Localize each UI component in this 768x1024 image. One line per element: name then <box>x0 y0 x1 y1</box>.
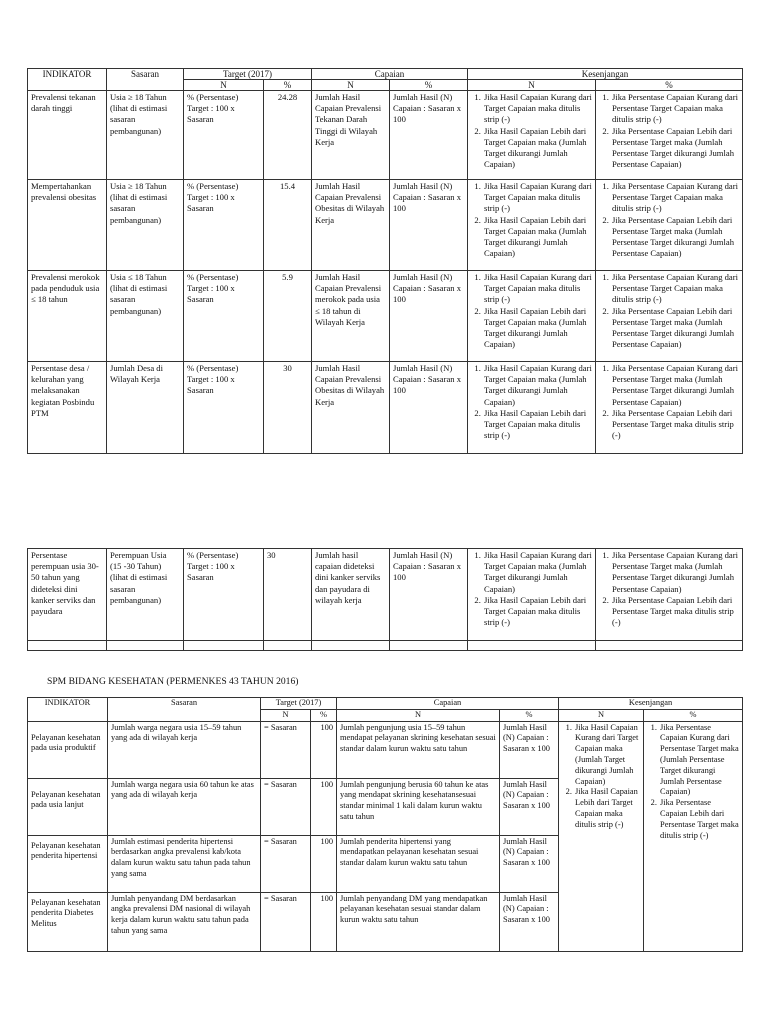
empty-cell <box>184 641 264 651</box>
indikator-text: Pelayanan kesehatan pada usia lanjut <box>31 789 101 810</box>
cell-target-pct: 24.28 <box>264 91 312 180</box>
spm-table <box>27 697 743 952</box>
list-item: 1. Jika Hasil Capaian Kurang dari Target Capaian maka (Jumlah Target dikurangi Jumlah Capaian) <box>483 363 592 408</box>
cell-capaian-n: Jumlah penyandang DM yang mendapatkan pelayanan kesehatan sesuai standar dalam kurun waktu satu tahun <box>337 892 500 951</box>
subheader-capaian-n: N <box>337 709 500 721</box>
cell-target-n: % (Persentase) Target : 100 x Sasaran <box>184 271 264 362</box>
list-item: 1. Jika Hasil Capaian Kurang dari Target Capaian maka ditulis strip (-) <box>483 272 592 306</box>
list-item: 1. Jika Hasil Capaian Kurang dari Target Capaian maka (Jumlah Target dikurangi Jumlah Capaian) <box>574 723 640 788</box>
table-header-row <box>28 698 743 710</box>
empty-cell <box>264 641 312 651</box>
cell-sasaran: Jumlah warga negara usia 15–59 tahun yang ada di wilayah kerja <box>108 721 261 778</box>
cell-target-n: % (Persentase) Target : 100 x Sasaran <box>184 91 264 180</box>
cell-gap-pct <box>596 91 743 180</box>
cell-indikator: Persentase desa / kelurahan yang melaksanakan kegiatan Posbindu PTM <box>28 362 107 454</box>
cell-gap-pct <box>596 271 743 362</box>
section-heading-spm: SPM BIDANG KESEHATAN (PERMENKES 43 TAHUN 2016) <box>47 676 299 687</box>
list-item: 1. Jika Hasil Capaian Kurang dari Target Capaian maka (Jumlah Target dikurangi Jumlah Capaian) <box>483 550 592 595</box>
cell-target-n: = Sasaran <box>261 721 311 778</box>
list-item: 1. Jika Persentase Capaian Kurang dari Persentase Target maka (Jumlah Persentase Target dikurangi Jumlah Persentase Capaian) <box>611 550 739 595</box>
cell-target-pct: 30 <box>264 549 312 641</box>
cell-gap-n <box>468 362 596 454</box>
list-item: 2. Jika Persentase Capaian Lebih dari Persentase Target maka (Jumlah Persentase Target dikurangi Jumlah Persentase Capaian) <box>611 126 739 171</box>
cell-indikator <box>28 835 108 892</box>
subheader-target-pct: % <box>264 80 312 91</box>
cell-target-n: = Sasaran <box>261 835 311 892</box>
table-row <box>28 362 743 454</box>
cell-gap-pct <box>596 549 743 641</box>
subheader-capaian-pct: % <box>390 80 468 91</box>
cell-gap-n <box>468 271 596 362</box>
table-row <box>28 91 743 180</box>
table-row <box>28 180 743 271</box>
table-header-row <box>28 69 743 80</box>
list-item: 2. Jika Hasil Capaian Lebih dari Target Capaian maka ditulis strip (-) <box>574 787 640 830</box>
list-item: 1. Jika Persentase Capaian Kurang dari Persentase Target Capaian maka ditulis strip (-) <box>611 272 739 306</box>
indikator-text: Pelayanan kesehatan penderita Diabetes Melitus <box>31 897 101 929</box>
cell-gap-pct <box>596 362 743 454</box>
cell-capaian-n: Jumlah Hasil Capaian Prevalensi Obesitas di Wilayah Kerja <box>312 180 390 271</box>
list-item: 1. Jika Hasil Capaian Kurang dari Target Capaian maka ditulis strip (-) <box>483 92 592 126</box>
cell-gap-pct <box>596 180 743 271</box>
cell-capaian-pct: Jumlah Hasil (N) Capaian : Sasaran x 100 <box>390 549 468 641</box>
cell-gap-n <box>468 549 596 641</box>
cell-target-pct: 5.9 <box>264 271 312 362</box>
cell-gap-pct <box>644 721 743 951</box>
cell-target-pct: 30 <box>264 362 312 454</box>
column-header-indikator: INDIKATOR <box>28 698 108 722</box>
list-item: 2. Jika Hasil Capaian Lebih dari Target Capaian maka (Jumlah Target dikurangi Jumlah Capaian) <box>483 306 592 351</box>
column-header-indikator: INDIKATOR <box>28 69 107 91</box>
cell-sasaran: Usia ≥ 18 Tahun (lihat di estimasi sasaran pembangunan) <box>107 91 184 180</box>
indicator-table-serviks <box>27 548 743 651</box>
indikator-text: Pelayanan kesehatan penderita hipertensi <box>31 840 101 861</box>
indicator-table-ptm <box>27 68 743 454</box>
column-header-sasaran: Sasaran <box>107 69 184 91</box>
list-item: 2. Jika Hasil Capaian Lebih dari Target Capaian maka (Jumlah Target dikurangi Jumlah Capaian) <box>483 215 592 260</box>
column-header-target: Target (2017) <box>261 698 337 710</box>
list-item: 2. Jika Persentase Capaian Lebih dari Persentase Target maka ditulis strip (-) <box>611 408 739 442</box>
cell-capaian-n: Jumlah Hasil Capaian Prevalensi merokok pada usia ≤ 18 tahun di Wilayah Kerja <box>312 271 390 362</box>
cell-indikator <box>28 778 108 835</box>
empty-cell <box>28 641 107 651</box>
column-header-kesenjangan: Kesenjangan <box>468 69 743 80</box>
cell-capaian-n: Jumlah penderita hipertensi yang mendapatkan pelayanan kesehatan sesuai standar dalam kurun waktu satu tahun <box>337 835 500 892</box>
cell-capaian-pct: Jumlah Hasil (N) Capaian : Sasaran x 100 <box>390 362 468 454</box>
cell-sasaran: Jumlah Desa di Wilayah Kerja <box>107 362 184 454</box>
cell-sasaran: Jumlah warga negara usia 60 tahun ke atas yang ada di wilayah kerja <box>108 778 261 835</box>
cell-indikator <box>28 721 108 778</box>
list-item: 2. Jika Persentase Capaian Lebih dari Persentase Target maka (Jumlah Persentase Target dikurangi Jumlah Persentase Capaian) <box>611 215 739 260</box>
cell-target-pct: 100 <box>311 835 337 892</box>
subheader-gap-pct: % <box>644 709 743 721</box>
subheader-capaian-pct: % <box>500 709 559 721</box>
indikator-text: Pelayanan kesehatan pada usia produktif <box>31 732 101 753</box>
subheader-target-n: N <box>184 80 264 91</box>
cell-capaian-pct: Jumlah Hasil (N) Capaian : Sasaran x 100 <box>500 721 559 778</box>
cell-indikator <box>28 892 108 951</box>
list-item: 1. Jika Persentase Capaian Kurang dari Persentase Target Capaian maka ditulis strip (-) <box>611 181 739 215</box>
column-header-target: Target (2017) <box>184 69 312 80</box>
table-row <box>28 549 743 641</box>
table-row <box>28 271 743 362</box>
cell-capaian-n: Jumlah pengunjung berusia 60 tahun ke atas yang mendapat skrining kesehatansesuai standar minimal 1 kali dalam kurun waktu satu tahun <box>337 778 500 835</box>
cell-target-pct: 15.4 <box>264 180 312 271</box>
empty-cell <box>312 641 390 651</box>
list-item: 2. Jika Hasil Capaian Lebih dari Target Capaian maka ditulis strip (-) <box>483 408 592 442</box>
column-header-capaian: Capaian <box>312 69 468 80</box>
cell-capaian-n: Jumlah Hasil Capaian Prevalensi Obesitas di Wilayah Kerja <box>312 362 390 454</box>
column-header-kesenjangan: Kesenjangan <box>559 698 743 710</box>
empty-cell <box>107 641 184 651</box>
list-item: 2. Jika Persentase Capaian Lebih dari Persentase Target maka (Jumlah Persentase Target dikurangi Jumlah Persentase Capaian) <box>611 306 739 351</box>
cell-target-pct: 100 <box>311 778 337 835</box>
cell-gap-n <box>468 91 596 180</box>
empty-cell <box>596 641 743 651</box>
cell-capaian-pct: Jumlah Hasil (N) Capaian : Sasaran x 100 <box>390 271 468 362</box>
list-item: 1. Jika Persentase Capaian Kurang dari Persentase Target maka (Jumlah Persentase Target dikurangi Jumlah Persentase Capaian) <box>611 363 739 408</box>
cell-sasaran: Usia ≤ 18 Tahun (lihat di estimasi sasaran pembangunan) <box>107 271 184 362</box>
list-item: 1. Jika Persentase Capaian Kurang dari Persentase Target maka (Jumlah Persentase Target dikurangi Jumlah Persentase Capaian) <box>659 723 739 799</box>
cell-target-n: % (Persentase) Target : 100 x Sasaran <box>184 549 264 641</box>
empty-row <box>28 641 743 651</box>
cell-capaian-pct: Jumlah Hasil (N) Capaian : Sasaran x 100 <box>390 180 468 271</box>
list-item: 2. Jika Hasil Capaian Lebih dari Target Capaian maka (Jumlah Target dikurangi Jumlah Capaian) <box>483 126 592 171</box>
list-item: 2. Jika Persentase Capaian Lebih dari Persentase Target maka ditulis strip (-) <box>659 798 739 841</box>
cell-capaian-pct: Jumlah Hasil (N) Capaian : Sasaran x 100 <box>500 778 559 835</box>
cell-gap-n <box>559 721 644 951</box>
list-item: 2. Jika Hasil Capaian Lebih dari Target Capaian maka ditulis strip (-) <box>483 595 592 629</box>
cell-capaian-pct: Jumlah Hasil (N) Capaian : Sasaran x 100 <box>500 892 559 951</box>
cell-target-pct: 100 <box>311 721 337 778</box>
cell-target-n: % (Persentase) Target : 100 x Sasaran <box>184 180 264 271</box>
cell-sasaran: Jumlah penyandang DM berdasarkan angka prevalensi DM nasional di wilayah kerja dalam kurun waktu satu tahun pada tahun yang sama <box>108 892 261 951</box>
cell-capaian-n: Jumlah hasil capaian dideteksi dini kanker serviks dan payudara di wilayah kerja <box>312 549 390 641</box>
subheader-gap-n: N <box>559 709 644 721</box>
cell-indikator: Persentase perempuan usia 30- 50 tahun yang dideteksi dini kanker serviks dan payudara <box>28 549 107 641</box>
subheader-target-n: N <box>261 709 311 721</box>
list-item: 1. Jika Hasil Capaian Kurang dari Target Capaian maka ditulis strip (-) <box>483 181 592 215</box>
cell-target-n: % (Persentase) Target : 100 x Sasaran <box>184 362 264 454</box>
subheader-target-pct: % <box>311 709 337 721</box>
cell-sasaran: Usia ≥ 18 Tahun (lihat di estimasi sasaran pembangunan) <box>107 180 184 271</box>
cell-indikator: Prevalensi merokok pada penduduk usia ≤ 18 tahun <box>28 271 107 362</box>
column-header-sasaran: Sasaran <box>108 698 261 722</box>
cell-capaian-pct: Jumlah Hasil (N) Capaian : Sasaran x 100 <box>390 91 468 180</box>
cell-target-n: = Sasaran <box>261 778 311 835</box>
cell-sasaran: Jumlah estimasi penderita hipertensi berdasarkan angka prevalensi kab/kota dalam kurun waktu satu tahun pada tahun yang sama <box>108 835 261 892</box>
cell-gap-n <box>468 180 596 271</box>
cell-sasaran: Perempuan Usia (15 -30 Tahun) (lihat di estimasi sasaran pembangunan) <box>107 549 184 641</box>
cell-target-n: = Sasaran <box>261 892 311 951</box>
table-row <box>28 721 743 778</box>
cell-target-pct: 100 <box>311 892 337 951</box>
empty-cell <box>468 641 596 651</box>
cell-indikator: Mempertahankan prevalensi obesitas <box>28 180 107 271</box>
list-item: 1. Jika Persentase Capaian Kurang dari Persentase Target Capaian maka ditulis strip (-) <box>611 92 739 126</box>
cell-capaian-n: Jumlah Hasil Capaian Prevalensi Tekanan Darah Tinggi di Wilayah Kerja <box>312 91 390 180</box>
list-item: 2. Jika Persentase Capaian Lebih dari Persentase Target maka ditulis strip (-) <box>611 595 739 629</box>
cell-indikator: Prevalensi tekanan darah tinggi <box>28 91 107 180</box>
subheader-gap-pct: % <box>596 80 743 91</box>
cell-capaian-pct: Jumlah Hasil (N) Capaian : Sasaran x 100 <box>500 835 559 892</box>
subheader-capaian-n: N <box>312 80 390 91</box>
cell-capaian-n: Jumlah pengunjung usia 15–59 tahun mendapat pelayanan skrining kesehatan sesuai standar dalam kurun waktu satu tahun <box>337 721 500 778</box>
subheader-gap-n: N <box>468 80 596 91</box>
column-header-capaian: Capaian <box>337 698 559 710</box>
empty-cell <box>390 641 468 651</box>
